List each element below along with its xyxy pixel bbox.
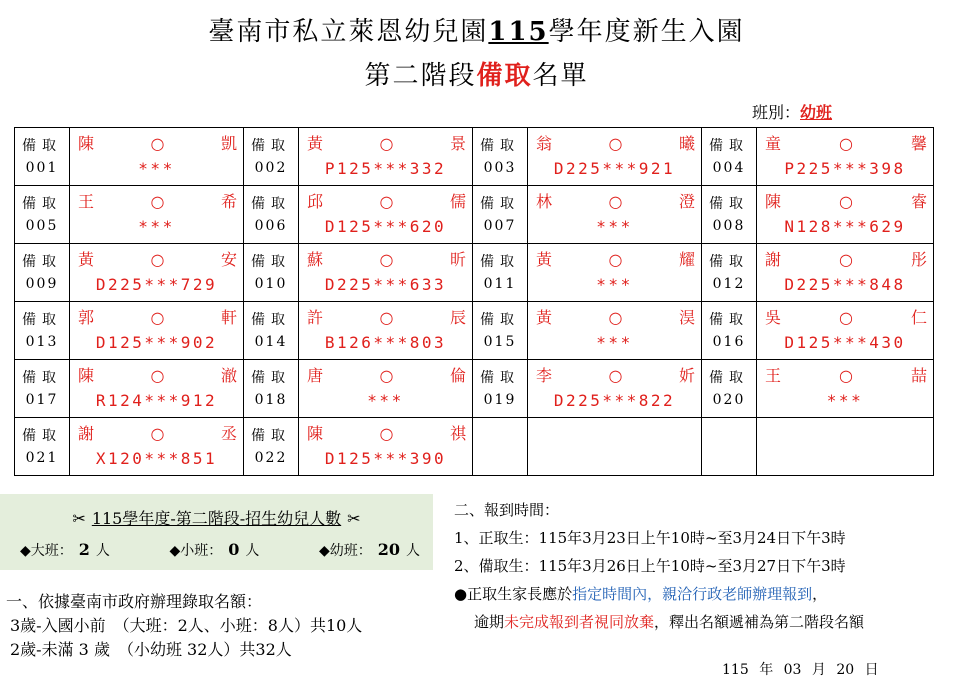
count-title-text: 115學年度-第二階段-招生幼兒人數 [91,509,342,528]
student-name [70,132,243,156]
name-surname: 王 [78,191,95,211]
student-cell [70,360,244,418]
name-given: 妡 [678,365,695,385]
waitlist-number-cell [244,128,299,186]
waitlist-number-cell [702,244,757,302]
waitlist-number: 022 [254,449,288,466]
student-cell [299,186,473,244]
waitlist-number: 005 [25,217,59,234]
student-cell [70,302,244,360]
count-value: 2 [78,540,90,559]
note-highlight-red: 未完成報到者視同放棄 [504,613,655,631]
name-mask: ○ [839,307,853,327]
name-mask: ○ [150,191,165,211]
waitlist-number-cell [702,128,757,186]
diamond-bullet-icon: ◆ [169,543,181,559]
enrollment-count-title [0,508,433,530]
name-surname: 陳 [78,133,95,153]
waitlist-label: 備取 [709,369,749,386]
name-surname: 許 [307,307,324,327]
student-id: D125***430 [784,332,906,352]
name-surname: 邱 [307,191,324,211]
count-row [20,540,420,561]
note-highlight-blue: 指定時間內，親洽行政老師辦理報到 [572,585,813,603]
name-surname: 謝 [78,423,95,443]
student-name [757,132,933,156]
date-month: 03 [783,662,802,678]
waitlist-label: 備取 [709,195,749,212]
class-label: 班別： [752,103,801,122]
waitlist-number-cell [473,186,528,244]
waitlist-number-cell [244,244,299,302]
title-suffix: 學年度新生入園 [548,17,745,47]
name-given: 澄 [678,191,695,211]
count-label: 小班： [180,543,223,559]
name-given: 仁 [910,307,927,327]
name-mask: ○ [608,133,623,153]
name-given: 丞 [220,423,237,443]
waitlist-label: 備取 [709,137,749,154]
student-id: *** [596,332,633,352]
note-text: ， [812,585,828,603]
waitlist-number-cell [473,128,528,186]
waitlist-number-cell [15,186,70,244]
name-mask: ○ [150,133,165,153]
name-mask: ○ [150,423,165,443]
name-given: 辰 [449,307,466,327]
name-mask: ○ [379,133,394,153]
student-id: *** [826,390,864,410]
report-time-notes [454,496,864,636]
name-mask: ○ [608,191,623,211]
name-surname: 童 [765,133,782,153]
student-name [70,364,243,388]
name-mask: ○ [839,249,853,269]
name-surname: 唐 [307,365,324,385]
waitlist-number: 014 [254,333,288,350]
date-year: 115 [722,662,749,678]
waitlist-number-cell [473,302,528,360]
waitlist-label: 備取 [251,195,291,212]
waitlist-label: 備取 [22,195,62,212]
waitlist-number: 013 [25,333,59,350]
student-name [528,190,701,214]
table-row [15,418,934,476]
waitlist-number: 016 [712,333,746,350]
student-cell [757,302,934,360]
diamond-bullet-icon: ◆ [20,543,31,559]
name-mask: ○ [839,191,853,211]
student-id: D225***822 [553,390,676,410]
name-mask: ○ [839,365,853,385]
waitlist-label: 備取 [709,253,749,270]
waitlist-number-cell [473,244,528,302]
student-id: P125***332 [324,158,447,178]
count-value: 0 [228,540,240,559]
waitlist-number-cell [244,302,299,360]
waitlist-label: 備取 [251,369,291,386]
name-mask: ○ [150,365,165,385]
waitlist-number-cell [15,360,70,418]
student-name [299,190,472,214]
waitlist-label: 備取 [251,427,291,444]
waitlist-number-cell [244,418,299,476]
name-mask: ○ [379,307,394,327]
waitlist-number: 021 [25,449,59,466]
name-surname: 謝 [765,249,782,269]
name-mask: ○ [150,307,165,327]
student-cell [528,302,702,360]
page-subtitle [0,58,953,94]
name-given: 軒 [220,307,237,327]
name-given: 昕 [449,249,466,269]
student-cell [757,360,934,418]
name-mask: ○ [839,133,853,153]
waitlist-number: 011 [483,275,517,292]
count-unit: 人 [405,543,420,559]
name-mask: ○ [608,307,623,327]
note-text: ，釋出名額遞補為第二階段名額 [654,613,865,631]
report-note-line2 [454,608,864,636]
student-cell [70,244,244,302]
enrollment-count-box [0,494,433,570]
diamond-bullet-icon: ◆ [318,543,330,559]
student-name [757,248,933,272]
name-given: 希 [220,191,237,211]
class-value: 幼班 [800,103,833,122]
waitlist-table [14,127,934,476]
title-school: 臺南市私立萊恩幼兒園 [208,17,489,47]
student-name [299,364,472,388]
student-name [757,364,933,388]
table-row [15,186,934,244]
date-unit: 月 [811,662,826,678]
student-cell [757,128,934,186]
class-info [752,102,832,124]
name-given: 安 [220,249,237,269]
name-surname: 王 [765,365,782,385]
waitlist-number-cell [15,418,70,476]
student-cell [757,186,934,244]
quota-line-2yr: 2歲-未滿 3 歲 （小幼班 32人）共32人 [10,640,292,659]
waitlist-number: 020 [712,391,746,408]
waitlist-label: 備取 [22,253,62,270]
student-cell [70,418,244,476]
waitlist-label: 備取 [22,369,62,386]
name-given: 曦 [678,133,695,153]
student-cell [528,244,702,302]
waitlist-number: 006 [254,217,288,234]
name-given: 喆 [910,365,927,385]
count-label: 大班： [30,543,73,559]
student-id: D225***633 [324,274,447,294]
name-given: 儒 [449,191,466,211]
name-surname: 林 [536,191,553,211]
name-given: 睿 [910,191,927,211]
name-surname: 郭 [78,307,95,327]
student-id: X120***851 [95,448,218,468]
name-surname: 黃 [78,249,95,269]
student-name [528,306,701,330]
count-item-toddler [319,540,420,561]
report-regular: 1、正取生：115年3月23日上午10時~至3月24日下午3時 [454,529,846,547]
count-label: 幼班： [329,543,372,559]
student-cell [70,186,244,244]
waitlist-number: 015 [483,333,517,350]
name-surname: 黃 [536,249,553,269]
name-surname: 蘇 [307,249,324,269]
name-given: 凱 [220,133,237,153]
date-unit: 年 [759,662,774,678]
title-year: 115 [488,17,549,47]
name-mask: ○ [379,249,394,269]
student-id: *** [596,216,633,236]
waitlist-label: 備取 [480,311,520,328]
name-surname: 黃 [307,133,324,153]
name-mask: ○ [379,365,394,385]
name-given: 淏 [678,307,695,327]
date-unit: 日 [864,662,879,678]
waitlist-label: 備取 [251,137,291,154]
student-id: D125***390 [324,448,447,468]
waitlist-number: 018 [254,391,288,408]
count-value: 20 [377,540,400,559]
student-name [70,248,243,272]
waitlist-number-cell [15,128,70,186]
student-cell [70,128,244,186]
student-name [299,422,472,446]
student-cell [528,186,702,244]
name-surname: 陳 [78,365,95,385]
name-given: 澈 [220,365,237,385]
table-row [15,360,934,418]
waitlist-label: 備取 [480,137,520,154]
student-id: *** [596,274,633,294]
student-cell [757,418,934,476]
waitlist-number: 010 [254,275,288,292]
waitlist-number-cell [15,244,70,302]
waitlist-number: 009 [25,275,59,292]
scissors-icon: ✂ [347,509,361,528]
page-title [0,14,953,50]
quota-heading: 一、依據臺南市政府辦理錄取名額： [6,592,263,611]
report-heading: 二、報到時間： [454,501,560,519]
waitlist-number-cell [244,360,299,418]
name-surname: 吳 [765,307,782,327]
name-surname: 陳 [307,423,324,443]
count-item-junior [169,540,259,561]
student-cell [528,360,702,418]
name-mask: ○ [608,365,623,385]
waitlist-number-cell [473,360,528,418]
count-item-senior [20,540,110,561]
waitlist-label: 備取 [480,369,520,386]
quota-notes [6,590,362,662]
waitlist-number: 017 [25,391,59,408]
student-id: B126***803 [324,332,447,352]
student-id: D225***848 [784,274,906,294]
student-name [528,132,701,156]
waitlist-number-cell [702,418,757,476]
quota-line-3yr: 3歲-入國小前 （大班：2人、小班：8人）共10人 [10,616,363,635]
student-name [70,190,243,214]
waitlist-number: 008 [712,217,746,234]
student-id: *** [138,216,175,236]
waitlist-number-cell [244,186,299,244]
name-given: 倫 [449,365,466,385]
student-cell [528,418,702,476]
student-name [528,248,701,272]
student-id: D125***620 [324,216,447,236]
student-name [70,422,243,446]
table-row [15,244,934,302]
student-name [299,132,472,156]
student-cell [299,302,473,360]
count-unit: 人 [95,543,110,559]
waitlist-number: 002 [254,159,288,176]
student-name [757,306,933,330]
student-name [299,306,472,330]
waitlist-label: 備取 [709,311,749,328]
name-given: 馨 [910,133,927,153]
name-surname: 陳 [765,191,782,211]
document-date [722,660,879,680]
name-mask: ○ [608,249,623,269]
student-id: R124***912 [95,390,218,410]
student-name [70,306,243,330]
note-text: ●正取生家長應於 [454,585,573,603]
waitlist-label: 備取 [22,427,62,444]
waitlist-number: 001 [25,159,59,176]
waitlist-number: 012 [712,275,746,292]
waitlist-number-cell [15,302,70,360]
student-id: D225***729 [95,274,218,294]
student-name [528,364,701,388]
subtitle-waitlist: 備取 [476,61,533,91]
subtitle-stage: 第二階段 [364,61,477,91]
waitlist-label: 備取 [480,253,520,270]
table-row [15,128,934,186]
student-cell [299,418,473,476]
waitlist-number: 019 [483,391,517,408]
student-id: N128***629 [784,216,906,236]
student-id: P225***398 [784,158,906,178]
waitlist-number-cell [702,360,757,418]
student-cell [757,244,934,302]
waitlist-number-cell [702,302,757,360]
student-name [299,248,472,272]
student-id: *** [138,158,175,178]
name-given: 祺 [449,423,466,443]
date-day: 20 [836,662,855,678]
name-mask: ○ [379,423,394,443]
name-given: 彤 [910,249,927,269]
student-cell [528,128,702,186]
student-id: D225***921 [553,158,676,178]
student-cell [299,244,473,302]
count-unit: 人 [245,543,260,559]
report-note-line1 [454,580,864,608]
name-given: 景 [449,133,466,153]
report-waitlist: 2、備取生：115年3月26日上午10時~至3月27日下午3時 [454,557,846,575]
name-mask: ○ [379,191,394,211]
table-row [15,302,934,360]
note-text: 逾期 [474,613,505,631]
name-surname: 黃 [536,307,553,327]
student-cell [299,128,473,186]
waitlist-number-cell [702,186,757,244]
name-mask: ○ [150,249,165,269]
waitlist-number: 003 [483,159,517,176]
student-id: D125***902 [95,332,218,352]
waitlist-number: 007 [483,217,517,234]
student-cell [299,360,473,418]
student-id: *** [367,390,404,410]
scissors-icon: ✂ [72,509,86,528]
name-given: 耀 [678,249,695,269]
waitlist-label: 備取 [22,311,62,328]
waitlist-label: 備取 [480,195,520,212]
waitlist-number-cell [473,418,528,476]
name-surname: 翁 [536,133,553,153]
waitlist-label: 備取 [22,137,62,154]
subtitle-list: 名單 [532,61,589,91]
student-name [757,190,933,214]
waitlist-label: 備取 [251,311,291,328]
waitlist-label: 備取 [251,253,291,270]
waitlist-number: 004 [712,159,746,176]
name-surname: 李 [536,365,553,385]
